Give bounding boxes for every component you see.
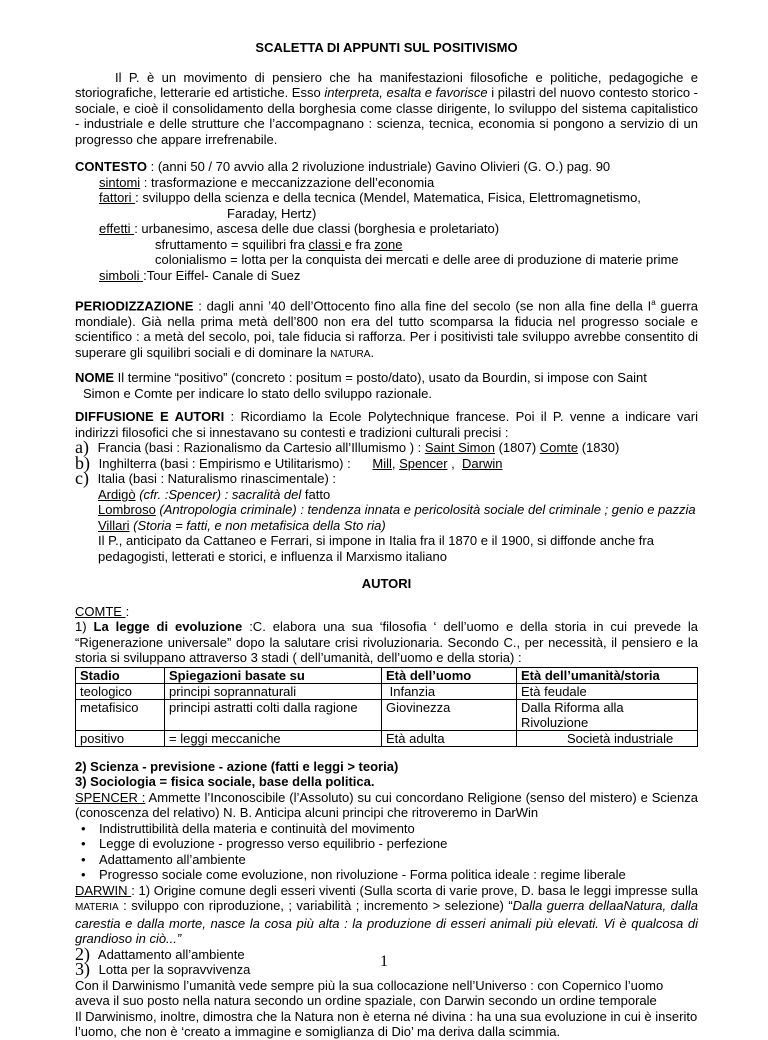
spencer-text: Ammette l’Inconoscibile (l’Assoluto) su cui concordano Religione (senso del mistero) e Scienza (conoscenza del relativo) N. B. Anticipa alcuni principi che ritroveremo in DarWin [75, 789, 698, 821]
villari: Villari [98, 517, 130, 533]
table-header: Età dell’umanità/storia [517, 667, 698, 683]
table-header: Spiegazioni basate su [165, 667, 382, 683]
table-cell: metafisico [76, 699, 165, 730]
francia-mid: (1807) [494, 440, 540, 456]
comte-link: Comte [539, 440, 579, 456]
table-header-row [76, 667, 698, 683]
list-item: • Legge di evoluzione - progresso verso equilibrio - perfezione [99, 836, 698, 852]
list-item: • Indistruttibilità della materia e continuità del movimento [99, 821, 698, 837]
italia-summary: Il P., anticipato da Cattaneo e Ferrari, si impone in Italia fra il 1870 e il 1900, si diffonde anche fra [98, 533, 654, 549]
table-cell: positivo [76, 730, 165, 746]
table-cell: Età adulta [382, 730, 517, 746]
table-header: Stadio [76, 667, 165, 683]
comte-section [75, 604, 698, 747]
simboli-label: simboli [99, 267, 144, 283]
effetti-label: effetti [99, 221, 135, 236]
periodizzazione-label: PERIODIZZAZIONE [75, 298, 194, 314]
nome-label: NOME [75, 370, 114, 386]
intro-paragraph [75, 70, 698, 148]
sep-2: , [447, 455, 463, 471]
saint-simon: Saint Simon [424, 440, 495, 456]
point-2: 2) Scienza - previsione - azione (fatti e leggi > teoria) [75, 758, 399, 774]
table-cell: Società industriale [517, 730, 698, 746]
effetti-text: : urbanesimo, ascesa delle due classi (borghesia e proletariato) [134, 221, 500, 236]
villari-text: (Storia = fatti, e non metafisica della Sto ria) [129, 517, 386, 533]
contesto-section [75, 159, 698, 283]
lombroso-text: (Antropologia criminale) : tendenza innata e pericolosità sociale del criminale ; genio e pazzia [155, 502, 696, 518]
nome-text-2: Simon e Comte per indicare lo stato dello sviluppo razionale. [83, 385, 433, 401]
letter-a: a) [75, 437, 89, 458]
francia-end: (1830) [578, 440, 620, 456]
darwin-text: : 1) Origine comune degli esseri viventi (Sulla scorta di varie prove, D. basa le leggi impresse sulla [131, 882, 698, 898]
periodizzazione-text: : dagli anni ’40 dell’Ottocento fino alla fine del secolo (se non alla fine della I [193, 298, 652, 314]
colonialismo-text: colonialismo = lotta per la conquista dei mercati e delle aree di produzione di materie prime [155, 252, 679, 267]
letter-c: c) [75, 468, 89, 489]
comte-text: :C. elabora una sua ‘filosofia ‘ dell’uomo e della storia in cui prevede la “Rigenerazione universale” dopo la salutare crisi rivoluzionaria. Secondo C., per necessità, il pensiero e la storia si sviluppano attraverso 3 stadi ( dell’umanità, dell’uomo e della storia) : [75, 619, 698, 666]
table-cell: = leggi meccaniche [165, 730, 382, 746]
document-title: SCALETTA DI APPUNTI SUL POSITIVISMO [255, 40, 518, 55]
fattori-continued: Faraday, Hertz) [227, 205, 317, 221]
contesto-text: : (anni 50 / 70 avvio alla 2 rivoluzione industriale) Gavino Olivieri (G. O.) pag. 90 [147, 159, 611, 174]
table-cell: Età feudale [517, 683, 698, 699]
table-row [76, 699, 698, 730]
table-cell: principi soprannaturali [165, 683, 382, 699]
page-number: 1 [380, 953, 388, 970]
darwinismo-paragraph: Con il Darwinismo l’umanità vede sempre più la sua collocazione nell’Universo : con Copernico l’uomo aveva il suo posto nella natura secondo un ordine spaziale, con Darwin secondo un ordine temporale [75, 977, 664, 1009]
darwin-text-2: : sviluppo con riproduzione, ; variabilità ; incremento > selezione) “ [118, 898, 513, 914]
zone-word: zone [374, 236, 403, 252]
table-cell: Dalla Riforma alla Rivoluzione [517, 699, 698, 730]
darwin-label: DARWIN [75, 882, 132, 898]
simboli-text: :Tour Eiffel- Canale di Suez [143, 267, 301, 283]
diffusione-label: DIFFUSIONE E AUTORI [75, 409, 225, 425]
fattori-label: fattori [99, 190, 136, 205]
sintomi-label: sintomi [99, 174, 141, 190]
darwin-point-3: Lotta per la sopravvivenza [95, 962, 251, 978]
period-end: . [370, 344, 375, 360]
comte-points [75, 759, 698, 790]
sfruttamento-text: sfruttamento = squilibri fra [155, 236, 309, 252]
periodizzazione-paragraph [75, 295, 698, 362]
darwin-point-2: Adattamento all’ambiente [95, 946, 245, 962]
diffusione-section [75, 409, 698, 564]
superscript-a: a [651, 298, 656, 307]
table-cell: principi astratti colti dalla ragione [165, 699, 382, 730]
ardigo-end: fatto [304, 486, 331, 502]
darwin: Darwin [462, 455, 503, 471]
italia-text: Italia (basi : Naturalismo rinascimentale) : [93, 471, 337, 487]
intro-text: Il P. è un movimento di pensiero che ha manifestazioni filosofiche e politiche, pedagogiche e storiografiche, letterarie ed artistiche. Esso [75, 69, 698, 100]
classi-word: classi [308, 236, 345, 252]
natura-word: NATURA [330, 348, 371, 360]
contesto-label: CONTESTO [75, 159, 147, 174]
table-row [76, 683, 698, 699]
mill: Mill, [372, 455, 396, 471]
point-1-num: 1) [75, 619, 94, 635]
table-cell: teologico [76, 683, 165, 699]
sintomi-text: : trasformazione e meccanizzazione dell’economia [140, 174, 435, 190]
table-header: Età dell’uomo [382, 667, 517, 683]
comte-label: COMTE [75, 603, 126, 619]
ardigo: Ardigò [98, 486, 136, 502]
list-item: • Progresso sociale come evoluzione, non rivoluzione - Forma politica ideale : regime liberale [99, 867, 698, 883]
periodizzazione-text-2: guerra mondiale). Già nella prima metà dell’800 non era del tutto scomparsa la fiducia nel progresso sociale e scientifico : a metà del secolo, poi, tale fiducia si rafforza. Per i positivisti tale sviluppo avrebbe consentito di superare gli squilibri sociali e di dominare la [75, 298, 698, 360]
intro-text-end: i pilastri del nuovo contesto storico - sociale, e cioè il consolidamento della borghesia come classe dirigente, lo sviluppo del sistema capitalistico - industriale e delle strutture che l’accompagnano : scienza, tecnica, economia si pongono a servizio di un progresso che appare irrefrenabile. [75, 85, 698, 147]
point-3: 3) Sociologia = fisica sociale, base della politica. [75, 774, 375, 790]
darwin-point-3-num: 3) [75, 959, 90, 980]
spencer-section [75, 790, 698, 883]
francia-text: Francia (basi : Razionalismo da Cartesio all’Illumismo ) : [93, 440, 425, 456]
nome-section [75, 370, 698, 401]
darwin-quote: Dalla guerra dellaaNatura, dalla carestia e dalla morte, nasce la cosa più alta : la produzione di esseri animali più elevati. Vi è qualcosa di grandioso in ciò...” [75, 898, 698, 947]
table-row [76, 730, 698, 746]
comte-colon: : [125, 603, 130, 619]
sfruttamento-mid: e fra [344, 236, 375, 252]
legge-evoluzione: La legge di evoluzione [93, 619, 250, 635]
nome-text: Il termine “positivo” (concreto : positum = posto/dato), usato da Bourdin, si impose con Saint [114, 370, 647, 386]
materia-word: MATERIA [75, 902, 119, 914]
spencer-label: SPENCER : [75, 789, 146, 805]
ardigo-text: (cfr. :Spencer) : sacralità del [135, 486, 305, 502]
stadi-table [75, 667, 698, 747]
letter-b: b) [75, 452, 90, 473]
darwinismo-paragraph-2: Il Darwinismo, inoltre, dimostra che la Natura non è eterna né divina : ha una sua evoluzione in cui è inserito l’uomo, che non è ‘creato a immagine e somiglianza di Dio’ ma deriva dalla scimmia. [75, 1008, 698, 1040]
darwin-point-2-num: 2) [75, 943, 90, 964]
list-item: • Adattamento all’ambiente [99, 852, 698, 868]
intro-italic: interpreta, esalta e favorisce [324, 85, 488, 100]
lombroso: Lombroso [98, 502, 156, 518]
diffusione-text: : Ricordiamo la Ecole Polytechnique francese. Poi il P. venne a indicare vari indirizzi filosofici che si innestavano su contesti e tradizioni culturali precisi : [75, 409, 698, 440]
italia-summary-2: pedagogisti, letterati e storici, e influenza il Marxismo italiano [98, 548, 448, 564]
spencer: Spencer [399, 455, 448, 471]
autori-heading: AUTORI [361, 576, 412, 592]
fattori-text: : sviluppo della scienza e della tecnica (Mendel, Matematica, Fisica, Elettromagnetismo, [135, 190, 641, 205]
table-cell: Infanzia [382, 683, 517, 699]
spencer-list [75, 821, 698, 883]
table-cell: Giovinezza [382, 699, 517, 730]
inghilterra-text: Inghilterra (basi : Empirismo e Utilitarismo) : [95, 455, 373, 471]
document-page [75, 40, 698, 1040]
